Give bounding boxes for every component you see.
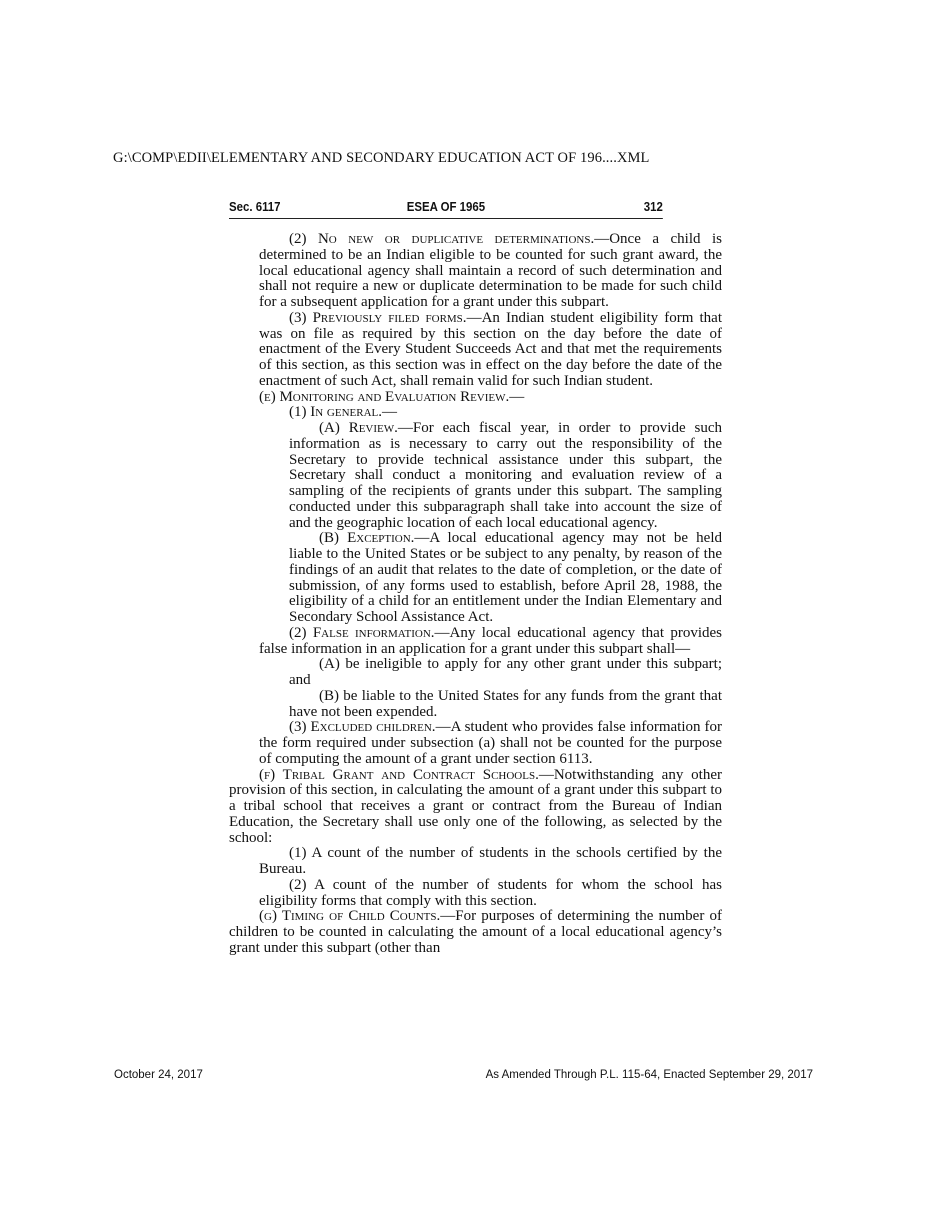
paragraph-text: — — [382, 404, 398, 421]
footer-amended-note: As Amended Through P.L. 115-64, Enacted September 29, 2017 — [485, 1069, 813, 1081]
paragraph-e3 — [229, 720, 722, 767]
paragraph-text: — — [509, 388, 525, 405]
subparagraph-e2A: (A) be ineligible to apply for any other grant under this subpart; and — [289, 656, 722, 688]
file-path-header: G:\COMP\EDII\ELEMENTARY AND SECONDARY EDUCATION ACT OF 196....XML — [113, 150, 650, 166]
paragraph-heading: (2) False information. — [289, 624, 435, 641]
running-head — [229, 198, 663, 219]
paragraph-d2 — [229, 232, 722, 311]
statute-body — [229, 232, 722, 957]
paragraph-text: —A local educational agency may not be held liable to the United States or be subject to any penalty, by reason of the findings of an audit that relates to the date of completion, or the date of submission, of any forms used to establish, before April 28, 1988, the eligibility of a child for an entitlement under the Indian Elementary and Secondary School Assistance Act. — [289, 530, 722, 625]
subsection-f — [229, 768, 722, 847]
paragraph-f2: (2) A count of the number of students for whom the school has eligibility forms that comply with this section. — [259, 876, 722, 909]
paragraph-f1: (1) A count of the number of students in the schools certified by the Bureau. — [259, 845, 722, 877]
paragraph-text: —A student who provides false information for the form required under subsection (a) shall not be counted for the purpose of computing the amount of a grant under section 6113. — [259, 719, 722, 767]
paragraph-text: —Once a child is determined to be an Indian eligible to be counted for such grant award, the local educational agency shall maintain a record of such determination and shall not require a new or duplicate determination to be made for such child for a subsequent application for a grant under this subpart. — [259, 231, 722, 310]
footer-date: October 24, 2017 — [114, 1069, 203, 1081]
paragraph-text: —Notwithstanding any other provision of this section, in calculating the amount of a grant under this subpart to a tribal school that receives a grant or contract from the Bureau of Indian Education, the Secretary shall use only one of the following, as selected by the school: — [229, 766, 722, 846]
subparagraph-e1A — [229, 421, 722, 531]
subparagraph-e2B: (B) be liable to the United States for any funds from the grant that have not been expended. — [289, 687, 722, 720]
act-title: ESEA OF 1965 — [406, 199, 486, 214]
paragraph-text: —For each fiscal year, in order to provide such information as is necessary to carry out the responsibility of the Secretary to provide technical assistance under this subpart, the Secretary shall conduct a monitoring and evaluation review of a sampling of the recipients of grants under this subpart. The sampling conducted under this subparagraph shall take into account the size of and the geographic location of each local educational agency. — [289, 420, 722, 531]
subsection-g — [229, 909, 722, 956]
subsection-heading: (e) Monitoring and Evaluation Review. — [259, 388, 510, 405]
paragraph-d3 — [229, 311, 722, 390]
section-number: Sec. 6117 — [229, 199, 281, 214]
subsection-heading: (g) Timing of Child Counts. — [259, 908, 441, 925]
paragraph-heading: (B) Exception. — [319, 530, 415, 547]
paragraph-heading: (3) Previously filed forms. — [289, 309, 467, 326]
paragraph-e1 — [229, 405, 722, 421]
paragraph-heading: (2) No new or duplicative determinations. — [289, 231, 595, 247]
subparagraph-e1B — [229, 531, 722, 626]
paragraph-text: —An Indian student eligibility form that was on file as required by this section on the day before the date of enactment of the Every Student Succeeds Act and that met the requirements of this section, as this section was in effect on the day before the date of the enactment of such Act, shall remain valid for such Indian student. — [259, 309, 722, 389]
paragraph-text: —Any local educational agency that provides false information in an application for a grant under this subpart shall— — [259, 624, 722, 657]
paragraph-e2 — [229, 626, 722, 658]
paragraph-text: —For purposes of determining the number of children to be counted in calculating the amount of a local educational agency’s grant under this subpart (other than — [229, 908, 722, 956]
paragraph-heading: (3) Excluded children. — [289, 719, 436, 736]
subsection-heading: (f) Tribal Grant and Contract Schools. — [259, 766, 539, 783]
paragraph-heading: (A) Review. — [319, 420, 398, 436]
subsection-e — [229, 390, 722, 406]
paragraph-heading: (1) In general. — [289, 404, 383, 421]
page-number: 312 — [643, 199, 663, 214]
